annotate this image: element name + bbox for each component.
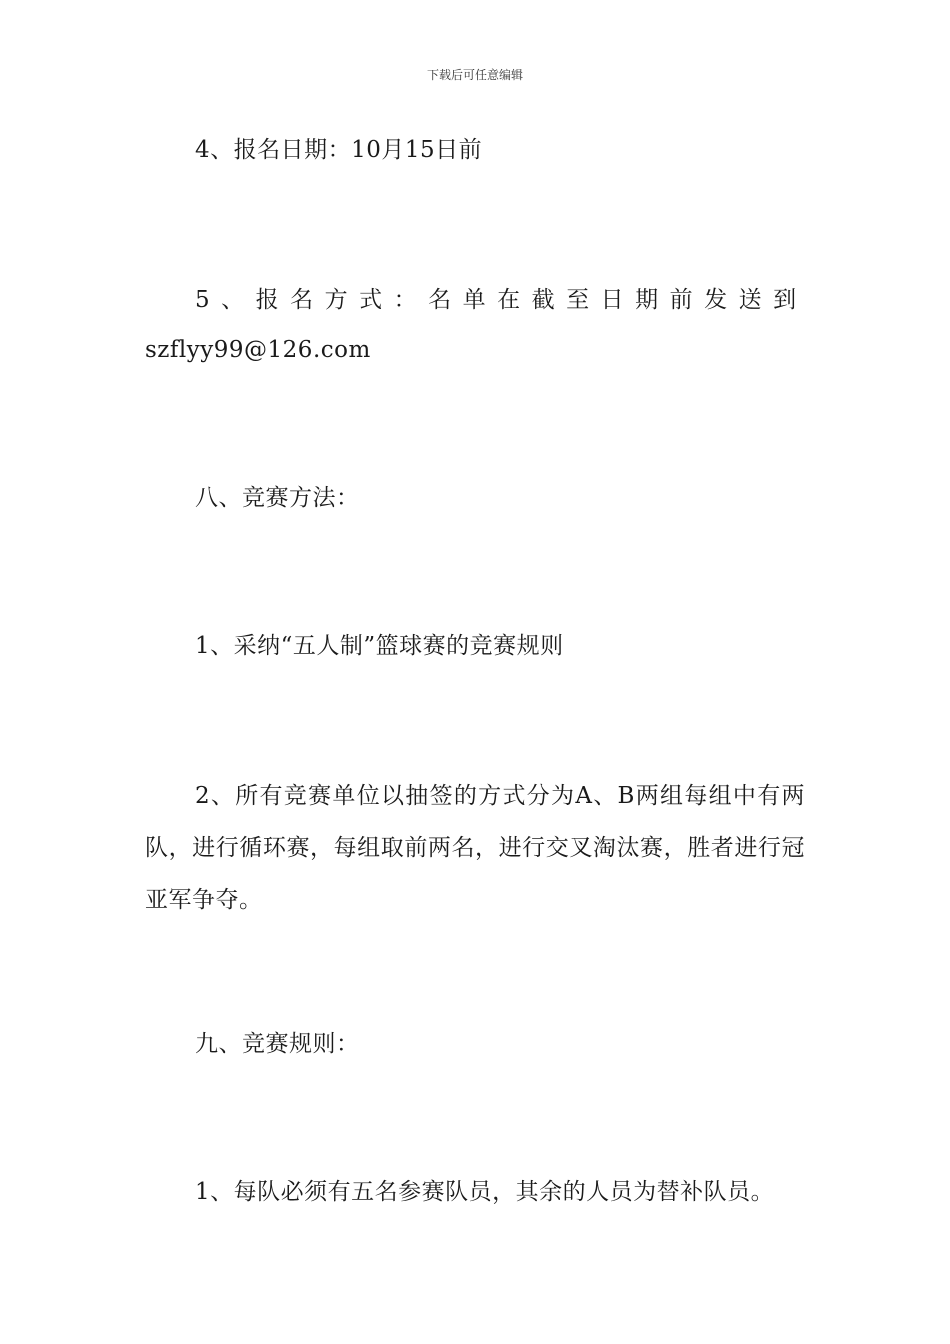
registration-method-paragraph: 5、报名方式：名单在截至日期前发送到 (195, 287, 808, 313)
registration-date-paragraph: 4、报名日期：10月15日前 (195, 137, 483, 163)
section-heading-competition-method: 八、竞赛方法： (195, 485, 360, 511)
team-member-rule-paragraph: 1、每队必须有五名参赛队员，其余的人员为替补队员。 (195, 1179, 775, 1205)
competition-grouping-paragraph: 2、所有竞赛单位以抽签的方式分为A、B两组每组中有两队，进行循环赛，每组取前两名，进行交叉淘汰赛，胜者进行冠亚军争夺。 (145, 783, 805, 913)
section-heading-competition-rules: 九、竞赛规则： (195, 1031, 360, 1057)
competition-rule-paragraph-1: 1、采纳“五人制”篮球赛的竞赛规则 (195, 633, 564, 659)
registration-email: szflyy99@126.com (145, 337, 371, 363)
page-header-note: 下载后可任意编辑 (426, 68, 523, 82)
